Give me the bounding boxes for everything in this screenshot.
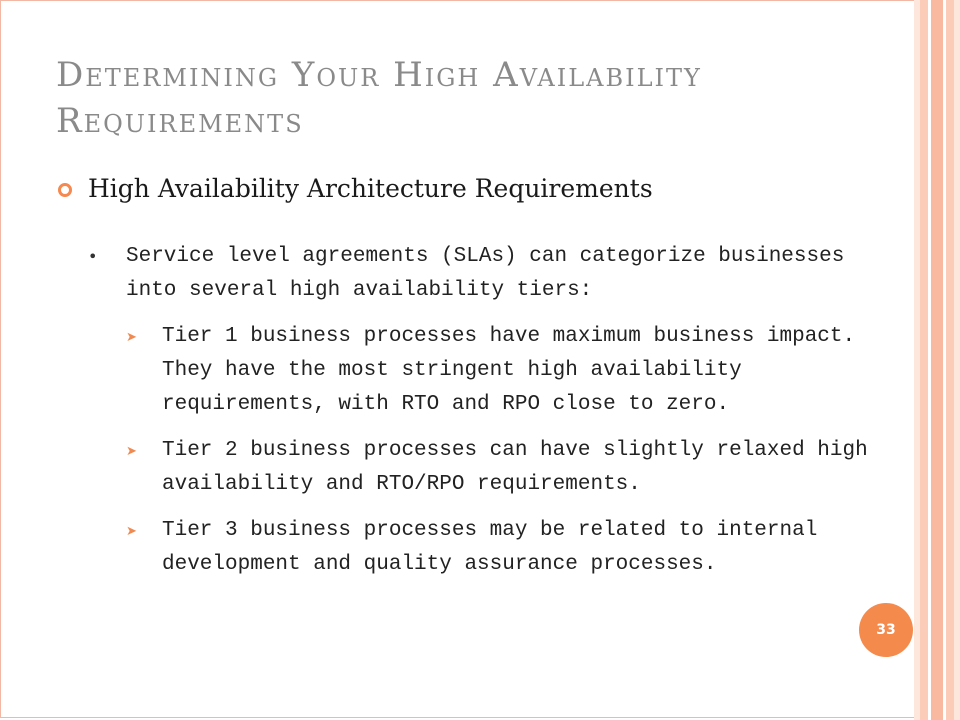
list-item (126, 514, 906, 582)
intro-text: Service level agreements (SLAs) can categorize businesses into several high availability tiers: (126, 245, 845, 302)
dot-bullet-icon: • (88, 247, 98, 266)
ring-bullet-icon (58, 183, 72, 197)
intro-bullet (88, 240, 848, 308)
arrow-bullet-icon: ➤ (126, 524, 137, 539)
tier-text: Tier 1 business processes have maximum business impact. They have the most stringent high availability requirements, with RTO and RPO close to zero. (162, 325, 856, 416)
stripe (954, 0, 960, 720)
tier-list (126, 320, 906, 594)
stripe (946, 0, 954, 720)
page-number-badge: 33 (859, 603, 913, 657)
section-heading: High Availability Architecture Requirements (88, 174, 653, 203)
list-item (126, 320, 906, 422)
stripe (920, 0, 928, 720)
heading-bullet (58, 174, 653, 203)
tier-text: Tier 2 business processes can have slightly relaxed high availability and RTO/RPO requirements. (162, 439, 868, 496)
stripe (931, 0, 943, 720)
arrow-bullet-icon: ➤ (126, 330, 137, 345)
tier-text: Tier 3 business processes may be related to internal development and quality assurance processes. (162, 519, 818, 576)
arrow-bullet-icon: ➤ (126, 444, 137, 459)
slide-title: Determining Your High Availability Requirements (56, 55, 702, 141)
list-item (126, 434, 906, 502)
decorative-stripes (914, 0, 960, 720)
